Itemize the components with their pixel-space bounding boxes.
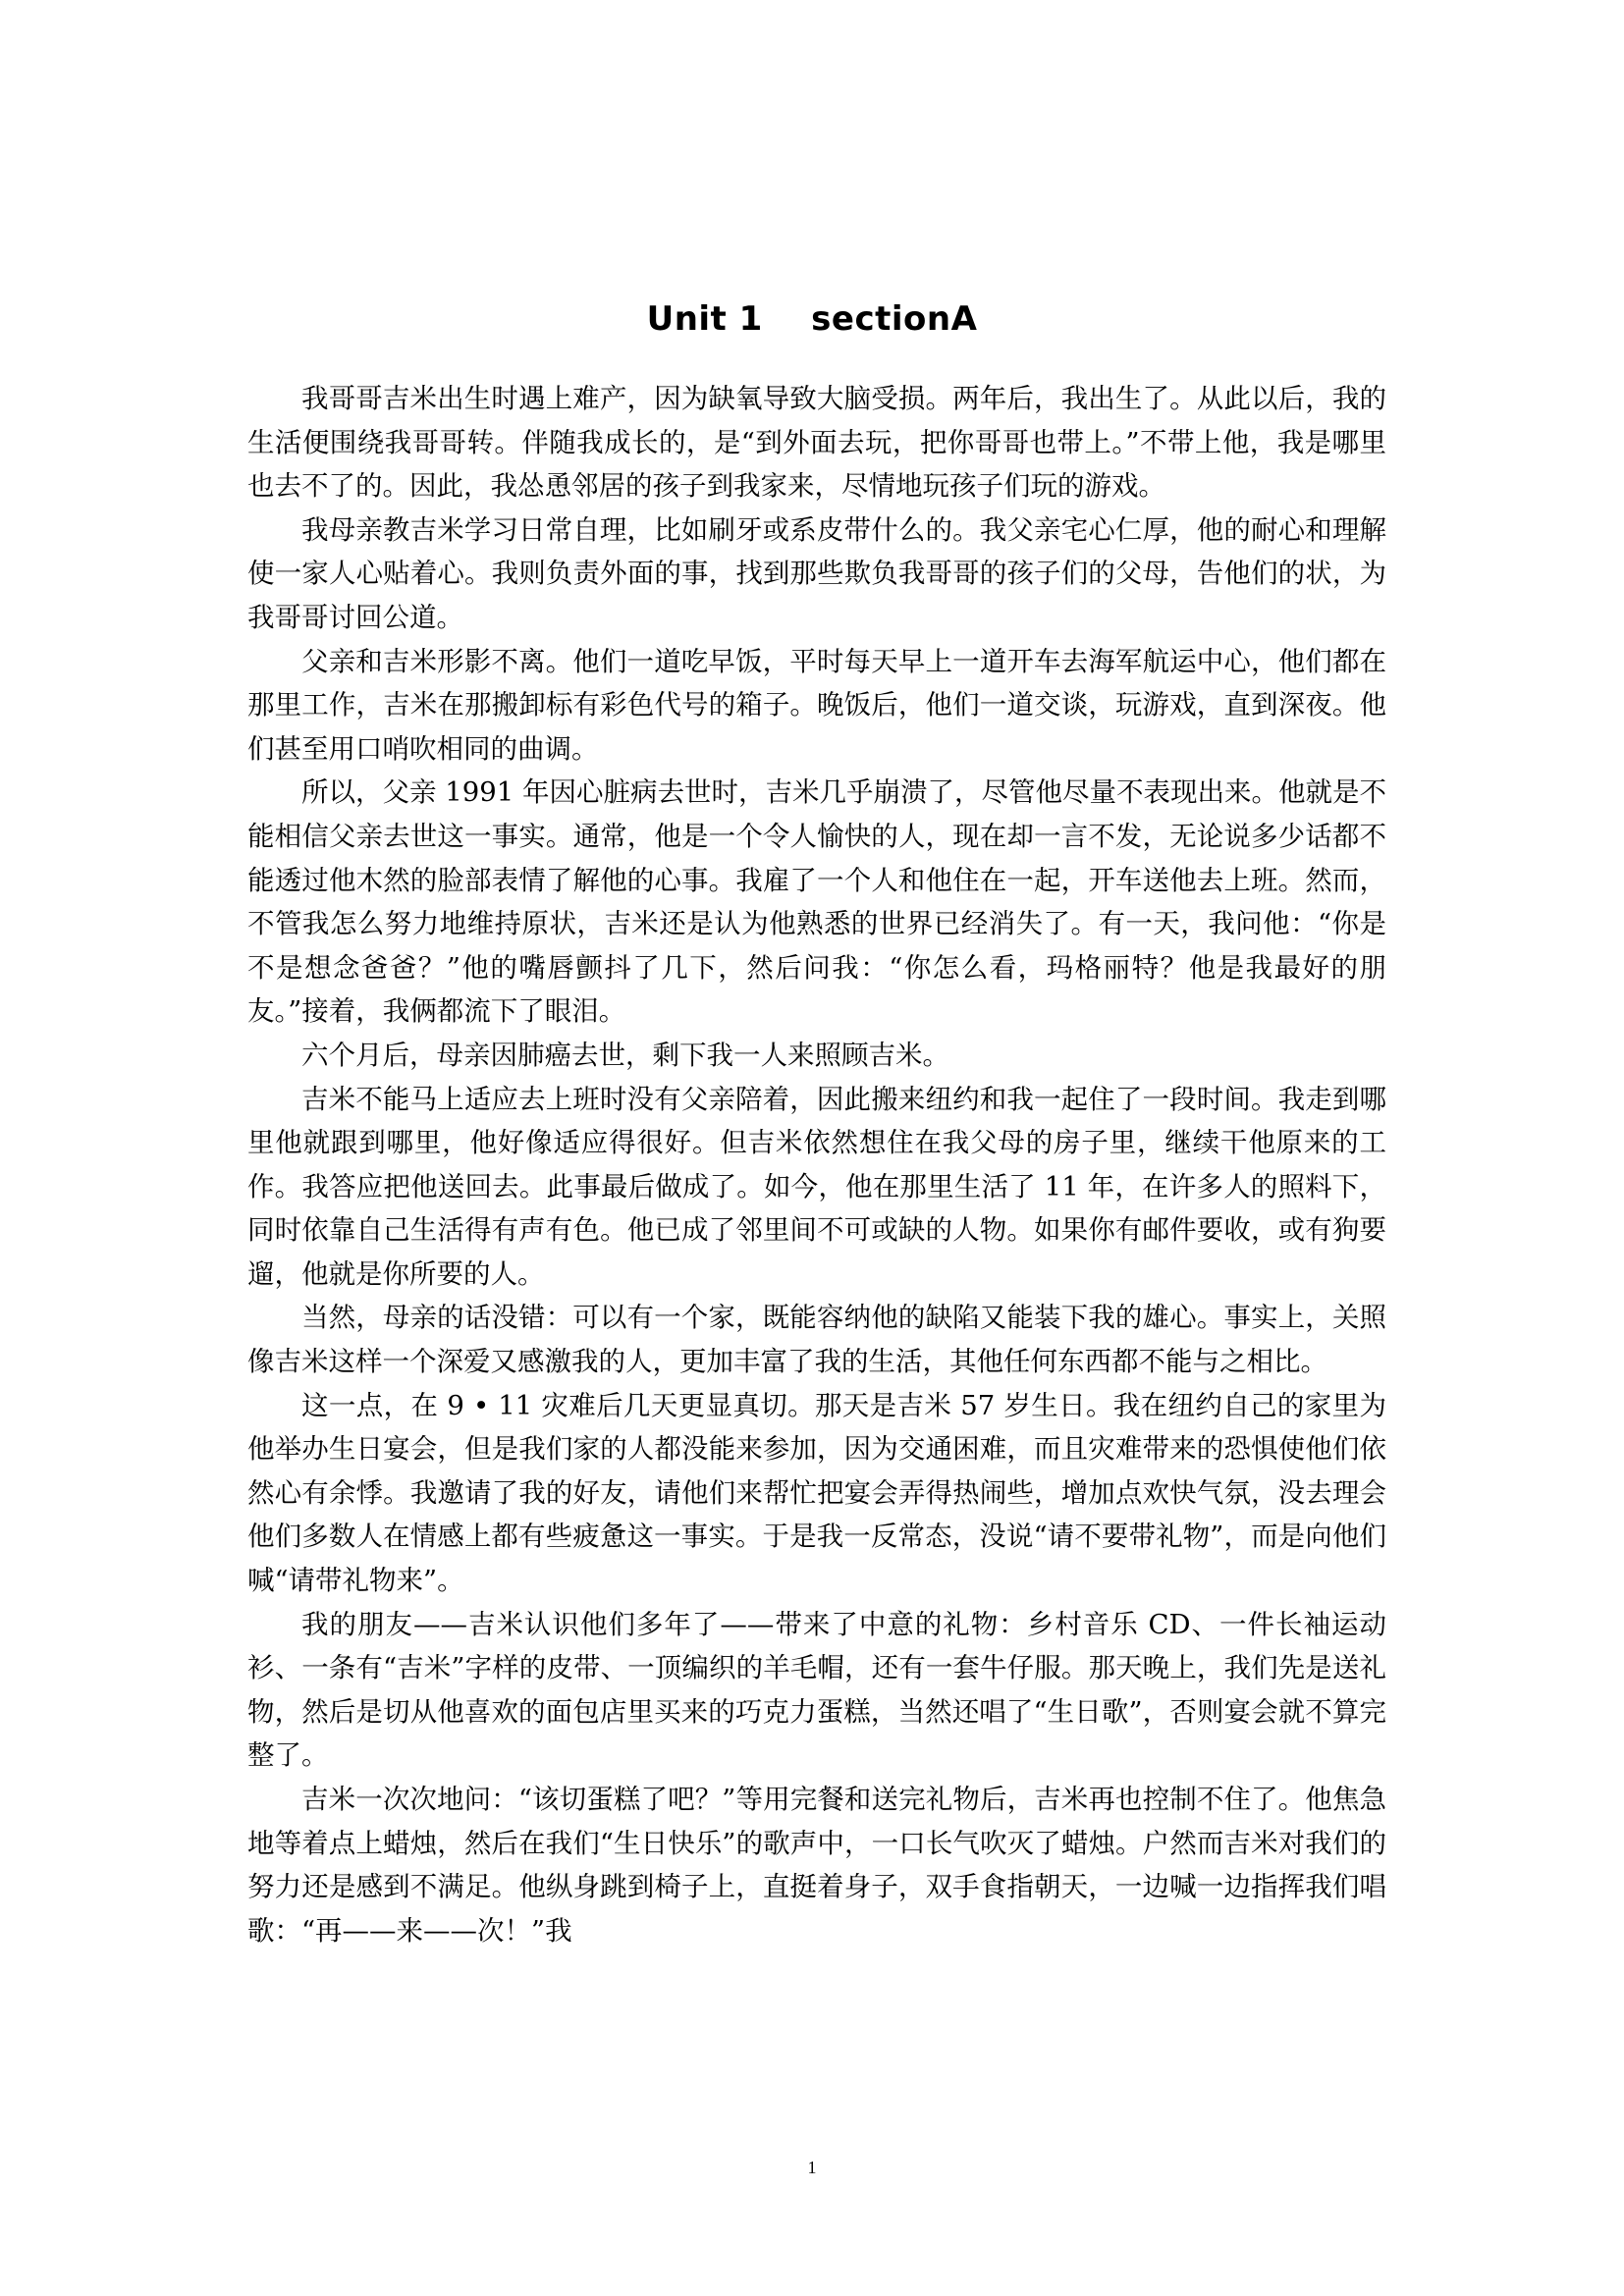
document-body <box>247 377 1386 1952</box>
paragraph-4: 所以，父亲 1991 年因心脏病去世时，吉米几乎崩溃了，尽管他尽量不表现出来。他就是不能相信父亲去世这一事实。通常，他是一个令人愉快的人，现在却一言不发，无论说多少话都不能透过他木然的脸部表情了解他的心事。我雇了一个人和他住在一起，开车送他去上班。然而，不管我怎么努力地维持原状，吉米还是认为他熟悉的世界已经消失了。有一天，我问他：“你是不是想念爸爸？”他的嘴唇颤抖了几下，然后问我：“你怎么看，玛格丽特？他是我最好的朋友。”接着，我俩都流下了眼泪。 <box>247 776 1386 1028</box>
paragraph-3: 父亲和吉米形影不离。他们一道吃早饭，平时每天早上一道开车去海军航运中心，他们都在那里工作，吉米在那搬卸标有彩色代号的箱子。晚饭后，他们一道交谈，玩游戏，直到深夜。他们甚至用口哨吹相同的曲调。 <box>247 645 1386 765</box>
paragraph-5: 六个月后，母亲因肺癌去世，剩下我一人来照顾吉米。 <box>301 1039 949 1071</box>
paragraph-2: 我母亲教吉米学习日常自理，比如刷牙或系皮带什么的。我父亲宅心仁厚，他的耐心和理解使一家人心贴着心。我则负责外面的事，找到那些欺负我哥哥的孩子们的父母，告他们的状，为我哥哥讨回公道。 <box>247 513 1386 633</box>
page-number: 1 <box>807 2158 817 2177</box>
document-title: Unit 1 sectionA <box>646 298 978 339</box>
paragraph-10: 吉米一次次地问：“该切蛋糕了吧？”等用完餐和送完礼物后，吉米再也控制不住了。他焦急地等着点上蜡烛，然后在我们“生日快乐”的歌声中，一口长气吹灭了蜡烛。户然而吉米对我们的努力还是感到不满足。他纵身跳到椅子上，直挺着身子，双手食指朝天，一边喊一边指挥我们唱歌：“再——来——次！”我 <box>247 1784 1386 1947</box>
paragraph-6: 吉米不能马上适应去上班时没有父亲陪着，因此搬来纽约和我一起住了一段时间。我走到哪里他就跟到哪里，他好像适应得很好。但吉米依然想住在我父母的房子里，继续干他原来的工作。我答应把他送回去。此事最后做成了。如今，他在那里生活了 11 年，在许多人的照料下，同时依靠自己生活得有声有色。他已成了邻里间不可或缺的人物。如果你有邮件要收，或有狗要遛，他就是你所要的人。 <box>247 1083 1386 1290</box>
paragraph-1: 我哥哥吉米出生时遇上难产，因为缺氧导致大脑受损。两年后，我出生了。从此以后，我的生活便围绕我哥哥转。伴随我成长的，是“到外面去玩，把你哥哥也带上。”不带上他，我是哪里也去不了的。因此，我怂恿邻居的孩子到我家来，尽情地玩孩子们玩的游戏。 <box>247 383 1386 503</box>
paragraph-8: 这一点，在 9 • 11 灾难后几天更显真切。那天是吉米 57 岁生日。我在纽约自己的家里为他举办生日宴会，但是我们家的人都没能来参加，因为交通困难，而且灾难带来的恐惧使他们依然心有余悸。我邀请了我的好友，请他们来帮忙把宴会弄得热闹些，增加点欢快气氛，没去理会他们多数人在情感上都有些疲惫这一事实。于是我一反常态，没说“请不要带礼物”，而是向他们喊“请带礼物来”。 <box>247 1389 1386 1597</box>
paragraph-9: 我的朋友——吉米认识他们多年了——带来了中意的礼物：乡村音乐 CD、一件长袖运动衫、一条有“吉米”字样的皮带、一顶编织的羊毛帽，还有一套牛仔服。那天晚上，我们先是送礼物，然后是切从他喜欢的面包店里买来的巧克力蛋糕，当然还唱了“生日歌”，否则宴会就不算完整了。 <box>247 1608 1386 1772</box>
paragraph-7: 当然，母亲的话没错：可以有一个家，既能容纳他的缺陷又能装下我的雄心。事实上，关照像吉米这样一个深爱又感激我的人，更加丰富了我的生活，其他任何东西都不能与之相比。 <box>247 1302 1386 1378</box>
